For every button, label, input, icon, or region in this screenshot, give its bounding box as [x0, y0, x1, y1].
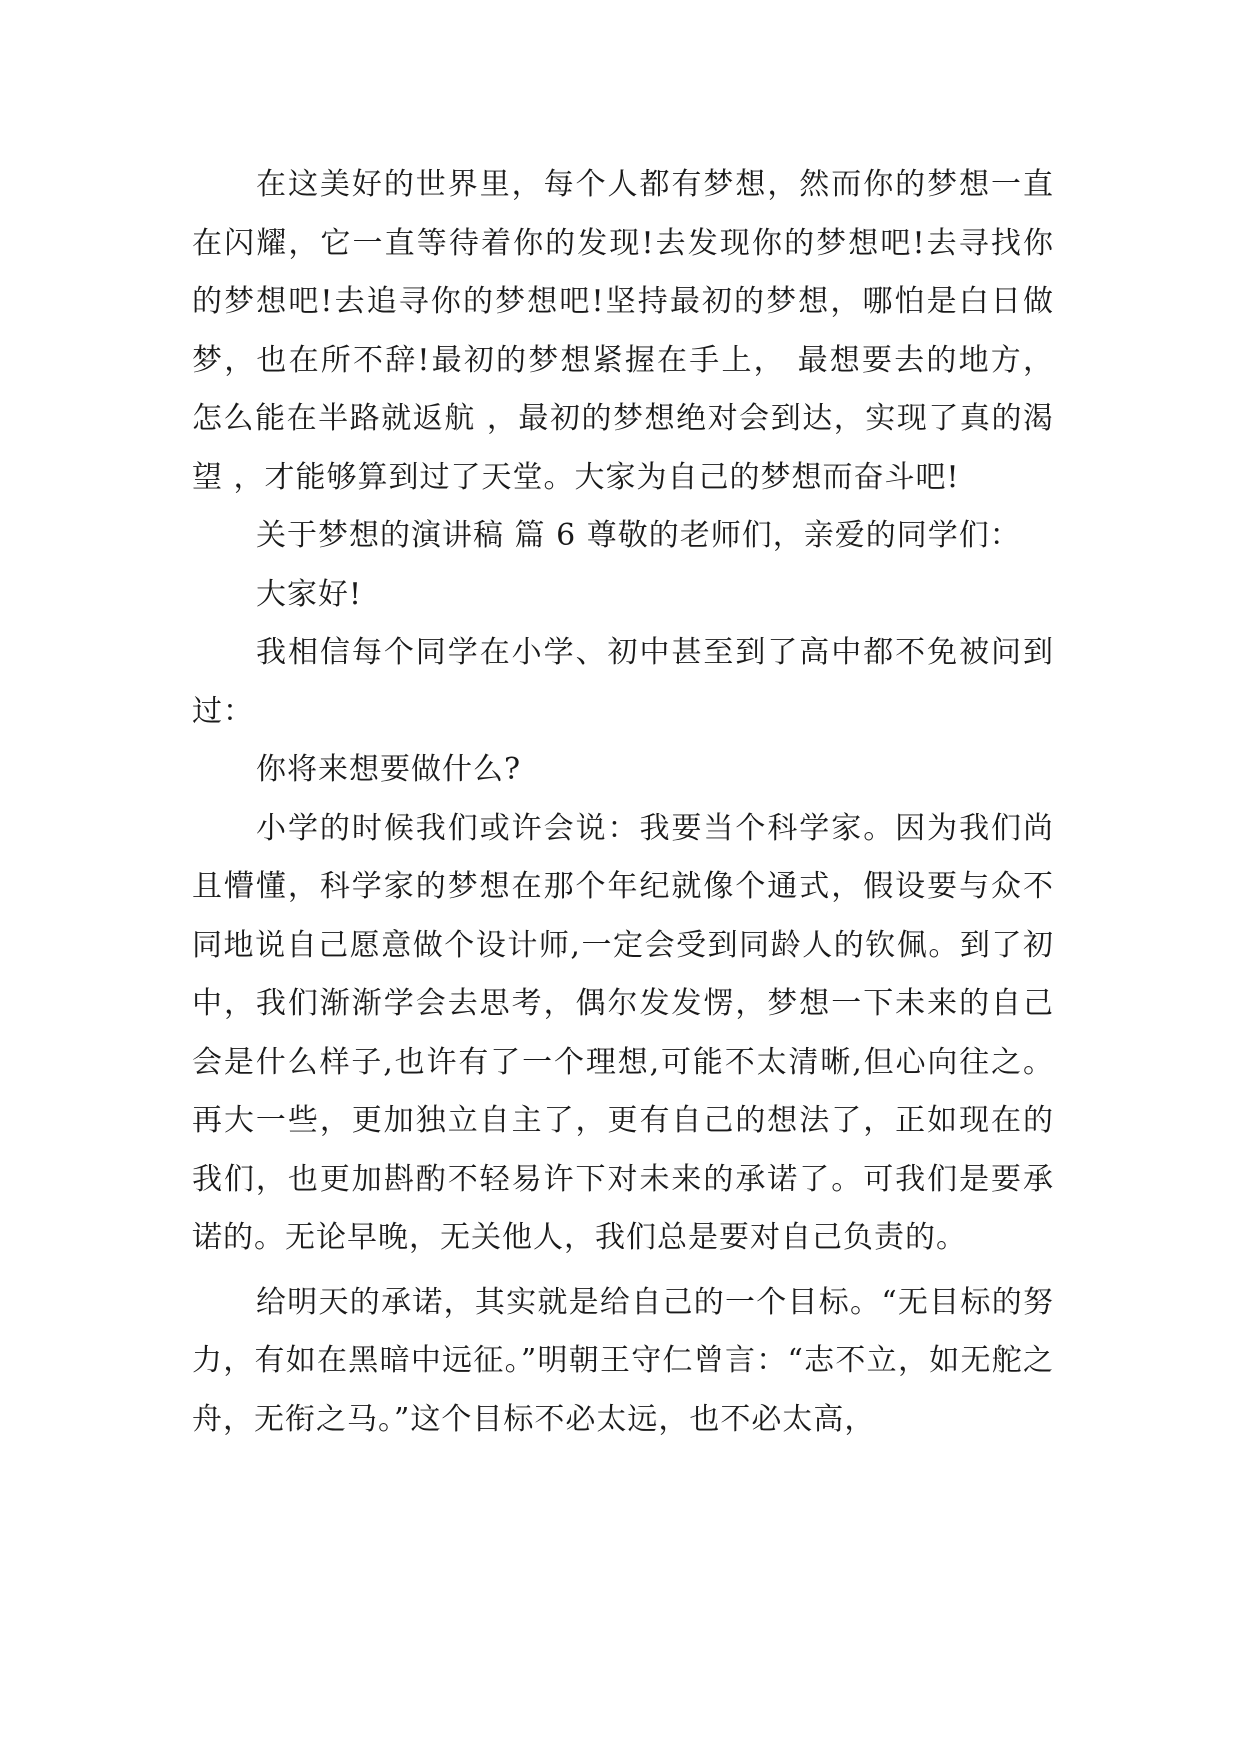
paragraph-question: 你将来想要做什么? — [256, 752, 522, 787]
paragraph-dream-world: 在这美好的世界里，每个人都有梦想，然而你的梦想一直在闪耀，它一直等待着你的发现!去发现你的梦想吧!去寻找你的梦想吧!去追寻你的梦想吧!坚持最初的梦想，哪怕是白日做梦，也在所不辞!最初的梦想紧握在手上， 最想要去的地方， 怎么能在半路就返航 ，最初的梦想绝对会到达，实现了真的渴望 ，才能够算到过了天堂。大家为自己的梦想而奋斗吧! — [192, 167, 1054, 495]
paragraph-promise: 给明天的承诺，其实就是给自己的一个目标。“无目标的努力，有如在黑暗中远征。”明朝王守仁曾言：“志不立，如无舵之舟，无衔之马。”这个目标不必太远，也不必太高， — [192, 1284, 1054, 1437]
document-body — [192, 156, 1054, 1449]
paragraph-growing-up: 小学的时候我们或许会说：我要当个科学家。因为我们尚且懵懂，科学家的梦想在那个年纪就像个通式，假设要与众不同地说自己愿意做个设计师,一定会受到同龄人的钦佩。到了初中，我们渐渐学会去思考，偶尔发发愣，梦想一下未来的自己会是什么样子,也许有了一个理想,可能不太清晰,但心向往之。再大一些，更加独立自主了，更有自己的想法了，正如现在的我们，也更加斟酌不轻易许下对未来的承诺了。可我们是要承诺的。无论早晚，无关他人，我们总是要对自己负责的。 — [192, 810, 1054, 1255]
paragraph-speech-heading: 关于梦想的演讲稿 篇 6 尊敬的老师们，亲爱的同学们： — [256, 518, 1021, 553]
paragraph-greeting: 大家好! — [256, 576, 363, 612]
paragraph-question-intro: 我相信每个同学在小学、初中甚至到了高中都不免被问到过： — [192, 635, 1054, 729]
